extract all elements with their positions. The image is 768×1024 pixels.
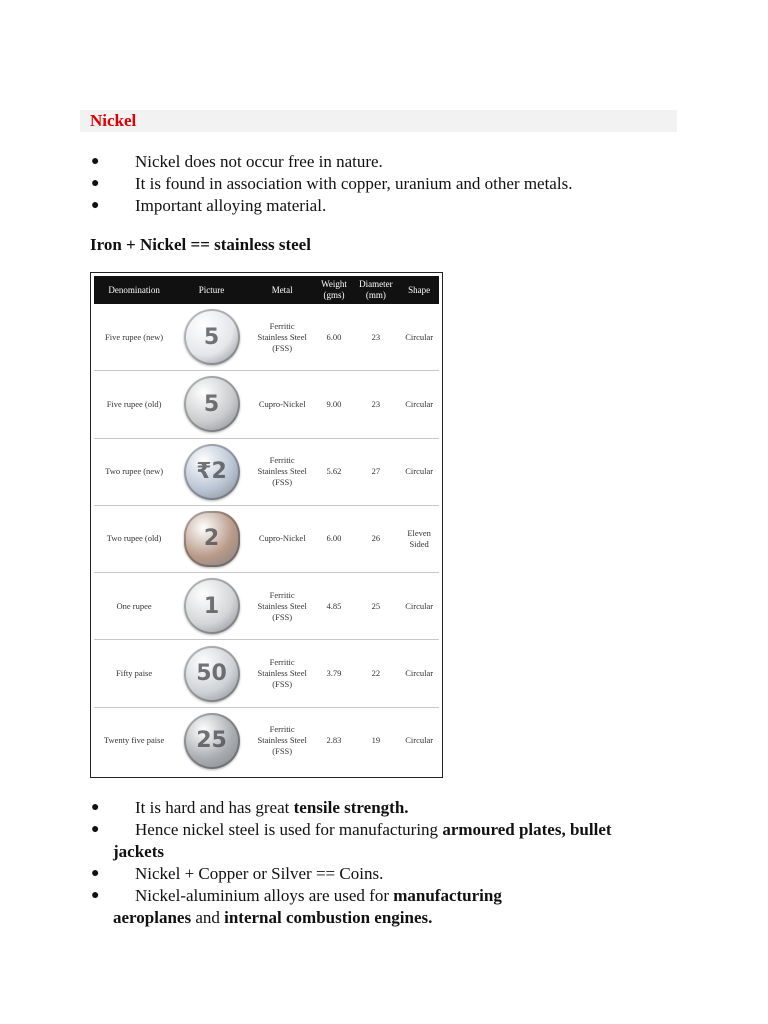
cell-picture bbox=[174, 438, 249, 505]
coin-picture: ₹2 bbox=[184, 444, 240, 500]
metal-line: Cupro-Nickel bbox=[258, 533, 306, 544]
table-row bbox=[94, 438, 439, 505]
cell-metal bbox=[249, 640, 316, 707]
coin-picture: 1 bbox=[184, 578, 240, 634]
header-metal: Metal bbox=[249, 276, 316, 304]
cell-diameter: 25 bbox=[353, 573, 400, 640]
header-weight-line1: Weight bbox=[321, 279, 347, 289]
cell-diameter: 23 bbox=[353, 304, 400, 371]
coin-table-image bbox=[90, 272, 443, 778]
list-item bbox=[88, 797, 648, 819]
cell-shape bbox=[399, 573, 439, 640]
header-diameter bbox=[353, 276, 400, 304]
metal-line: Cupro-Nickel bbox=[258, 398, 306, 409]
table-row bbox=[94, 707, 439, 774]
cell-diameter: 19 bbox=[371, 735, 381, 746]
bullet-text-segment: tensile strength. bbox=[293, 798, 409, 817]
bullet-text-segment: and bbox=[191, 908, 225, 927]
bullet-icon: ● bbox=[91, 176, 100, 191]
table-row bbox=[94, 304, 439, 371]
table-body bbox=[94, 304, 439, 774]
metal-line: Ferritic bbox=[269, 589, 295, 600]
cell-shape bbox=[399, 438, 439, 505]
bullet-icon: ● bbox=[91, 888, 100, 903]
cell-metal bbox=[249, 707, 316, 774]
coin-picture: 25 bbox=[184, 713, 240, 769]
cell-shape bbox=[399, 707, 439, 774]
cell-metal bbox=[249, 573, 316, 640]
bullet-text-segment: manufacturing bbox=[393, 886, 502, 905]
header-denomination: Denomination bbox=[94, 276, 174, 304]
metal-line: Stainless Steel bbox=[257, 668, 307, 679]
cell-metal bbox=[249, 438, 316, 505]
cell-weight: 2.83 bbox=[326, 735, 342, 746]
list-item bbox=[88, 195, 648, 217]
header-diameter-line2: (mm) bbox=[365, 290, 386, 300]
bullet-text-segment: aeroplanes bbox=[113, 908, 192, 927]
table-row bbox=[94, 371, 439, 438]
cell-weight: 3.79 bbox=[315, 640, 352, 707]
bullet-icon: ● bbox=[91, 866, 100, 881]
bullet-icon: ● bbox=[91, 198, 100, 213]
cell-shape bbox=[399, 640, 439, 707]
shape-line: Eleven bbox=[407, 527, 431, 538]
cell-picture bbox=[174, 304, 249, 371]
metal-line: (FSS) bbox=[272, 342, 293, 353]
cell-denomination: Five rupee (new) bbox=[94, 304, 174, 371]
shape-line: Circular bbox=[405, 398, 434, 409]
bullet-continuation bbox=[113, 841, 648, 863]
cell-shape bbox=[399, 304, 439, 371]
cell-picture bbox=[174, 573, 249, 640]
cell-metal bbox=[249, 304, 316, 371]
coin-table bbox=[94, 276, 439, 774]
metal-line: Ferritic bbox=[269, 724, 295, 735]
bullet-text-segment: Hence nickel steel is used for manufacturing bbox=[135, 820, 443, 839]
cell-metal bbox=[249, 505, 316, 572]
cell-diameter: 27 bbox=[353, 438, 400, 505]
metal-line: (FSS) bbox=[272, 477, 293, 488]
shape-line: Sided bbox=[409, 538, 429, 549]
cell-diameter: 23 bbox=[353, 371, 400, 438]
cell-denomination: One rupee bbox=[94, 573, 174, 640]
list-item bbox=[88, 863, 648, 885]
bullet-icon: ● bbox=[91, 822, 100, 837]
cell-denomination: Two rupee (old) bbox=[94, 505, 174, 572]
coin-picture: 2 bbox=[184, 511, 240, 567]
bullet-text: Important alloying material. bbox=[135, 196, 327, 215]
bullet-text-segment: internal combustion engines. bbox=[224, 908, 433, 927]
metal-line: (FSS) bbox=[272, 611, 293, 622]
header-shape: Shape bbox=[399, 276, 439, 304]
shape-line: Circular bbox=[405, 466, 434, 477]
metal-line: Stainless Steel bbox=[257, 600, 307, 611]
bullet-text-segment: Nickel + Copper or Silver == Coins. bbox=[135, 864, 384, 883]
cell-shape bbox=[399, 505, 439, 572]
table-row bbox=[94, 505, 439, 572]
bullet-text-segment: It is hard and has great bbox=[135, 798, 294, 817]
coin-picture: 50 bbox=[184, 646, 240, 702]
header-weight-line2: (gms) bbox=[323, 290, 345, 300]
shape-line: Circular bbox=[405, 331, 434, 342]
table-row bbox=[94, 640, 439, 707]
table-row bbox=[94, 573, 439, 640]
bullet-icon: ● bbox=[91, 800, 100, 815]
bullet-icon: ● bbox=[91, 154, 100, 169]
list-item bbox=[88, 885, 648, 929]
metal-line: Ferritic bbox=[269, 320, 295, 331]
cell-weight: 9.00 bbox=[315, 371, 352, 438]
metal-line: (FSS) bbox=[272, 679, 293, 690]
metal-line: Ferritic bbox=[269, 455, 295, 466]
metal-line: Stainless Steel bbox=[257, 331, 307, 342]
uses-bullet-list bbox=[88, 797, 648, 929]
cell-weight: 6.00 bbox=[315, 505, 352, 572]
coin-picture: 5 bbox=[184, 376, 240, 432]
cell-diameter: 26 bbox=[353, 505, 400, 572]
cell-picture bbox=[174, 371, 249, 438]
coin-picture: 5 bbox=[184, 309, 240, 365]
cell-denomination: Two rupee (new) bbox=[94, 438, 174, 505]
cell-weight: 4.85 bbox=[315, 573, 352, 640]
cell-denomination: Twenty five paise bbox=[103, 735, 165, 746]
cell-weight: 5.62 bbox=[315, 438, 352, 505]
header-picture: Picture bbox=[174, 276, 249, 304]
table-header-row bbox=[94, 276, 439, 304]
cell-shape bbox=[399, 371, 439, 438]
metal-line: Stainless Steel bbox=[257, 466, 307, 477]
cell-picture bbox=[174, 505, 249, 572]
cell-weight: 6.00 bbox=[315, 304, 352, 371]
shape-line: Circular bbox=[405, 735, 434, 746]
cell-denomination: Five rupee (old) bbox=[94, 371, 174, 438]
list-item bbox=[88, 173, 648, 195]
cell-picture bbox=[174, 707, 249, 774]
bullet-continuation bbox=[113, 907, 648, 929]
cell-metal bbox=[249, 371, 316, 438]
bullet-text-segment: jackets bbox=[113, 842, 164, 861]
list-item bbox=[88, 151, 648, 173]
alloy-formula: Iron + Nickel == stainless steel bbox=[90, 235, 311, 254]
section-title: Nickel bbox=[90, 111, 137, 130]
bullet-text: Nickel does not occur free in nature. bbox=[135, 152, 383, 171]
cell-denomination: Fifty paise bbox=[94, 640, 174, 707]
bullet-text-segment: Nickel-aluminium alloys are used for bbox=[135, 886, 394, 905]
shape-line: Circular bbox=[405, 668, 434, 679]
bullet-text-segment: armoured plates, bullet bbox=[442, 820, 612, 839]
header-weight bbox=[315, 276, 352, 304]
metal-line: Ferritic bbox=[269, 657, 295, 668]
intro-bullet-list bbox=[88, 151, 648, 217]
bullet-text: It is found in association with copper, uranium and other metals. bbox=[135, 174, 573, 193]
list-item bbox=[88, 819, 648, 863]
cell-diameter: 22 bbox=[353, 640, 400, 707]
section-heading-bar bbox=[80, 110, 677, 132]
shape-line: Circular bbox=[405, 600, 434, 611]
cell-picture bbox=[174, 640, 249, 707]
metal-line: (FSS) bbox=[272, 746, 293, 757]
header-diameter-line1: Diameter bbox=[359, 279, 393, 289]
metal-line: Stainless Steel bbox=[257, 735, 307, 746]
